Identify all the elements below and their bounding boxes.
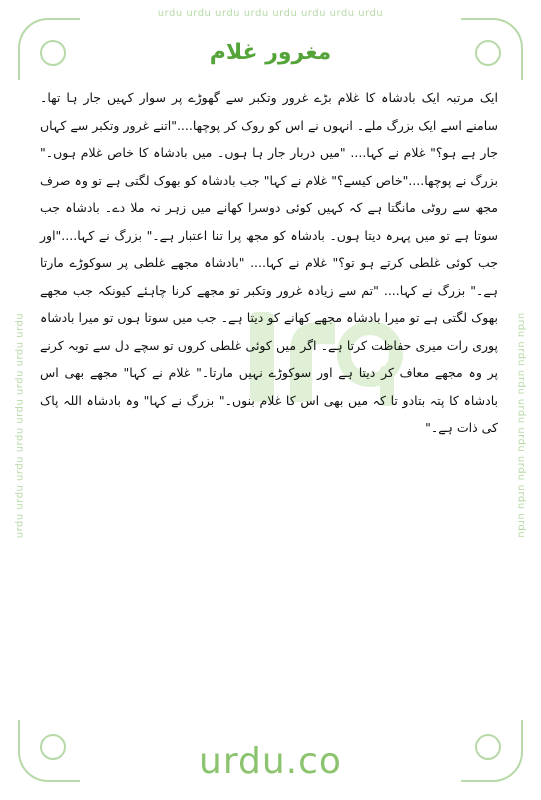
story-title: مغرور غلام <box>209 40 332 65</box>
site-logo-text[interactable]: urdu.co <box>199 741 342 782</box>
right-border-text: urdu urdu urdu urdu urdu urdu urdu urdu <box>515 312 527 539</box>
left-border-text: urdu urdu urdu urdu urdu urdu urdu urdu <box>14 312 26 539</box>
story-body: ایک مرتبہ ایک بادشاہ کا غلام بڑے غرور وتکبر سے گھوڑے پر سوار کہیں جار ہا تھا۔ سامنے اسے ایک بزرگ ملے۔ انہوں نے اس کو روک کر پوچھا...."اتنے غرور وتکبر سے کہاں جار ہے ہو؟" غلام نے کہا.... "میں دربار جار ہا ہوں۔ میں بادشاہ کا خاص غلام ہوں۔" بزرگ نے پوچھا...."خاص کیسے؟" غلام نے کہا" جب بادشاہ کو بھوک لگتی ہے تو وہ صرف مجھ سے روٹی مانگتا ہے کہ کہیں کوئی دوسرا کھانے میں زہر نہ ملا دے۔ بادشاہ جب سوتا ہے تو میں پہرہ دیتا ہوں۔ بادشاہ کو مجھ پرا تنا اعتبار ہے۔" بزرگ نے کہا...."اور جب کوئی غلطی کرتے ہو تو؟" غلام نے کہا.... "بادشاہ مجھے غلطی پر سوکوڑے مارتا ہے۔" بزرگ نے کہا.... "تم سے زیادہ غرور وتکبر تو مجھے کرنا چاہئے کیونکہ جب مجھے بھوک لگتی ہے تو میرا بادشاہ مجھے کھانے کو دیتا ہے۔ جب میں سوتا ہوں تو میرا بادشاہ پوری رات میری حفاظت کرتا ہے۔ اگر میں کوئی غلطی کروں تو سچے دل سے توبہ کرنے پر وہ مجھے معاف کر دیتا ہے اور سوکوڑے نہیں مارتا۔" غلام نے کہا" مجھے بھی اس بادشاہ کا پتہ بتادو تا کہ میں بھی اس کا غلام بنوں۔" بزرگ نے کہا" وہ بادشاہ اللہ پاک کی ذات ہے۔" <box>40 90 498 435</box>
top-border-text: urdu urdu urdu urdu urdu urdu urdu urdu <box>157 8 384 19</box>
